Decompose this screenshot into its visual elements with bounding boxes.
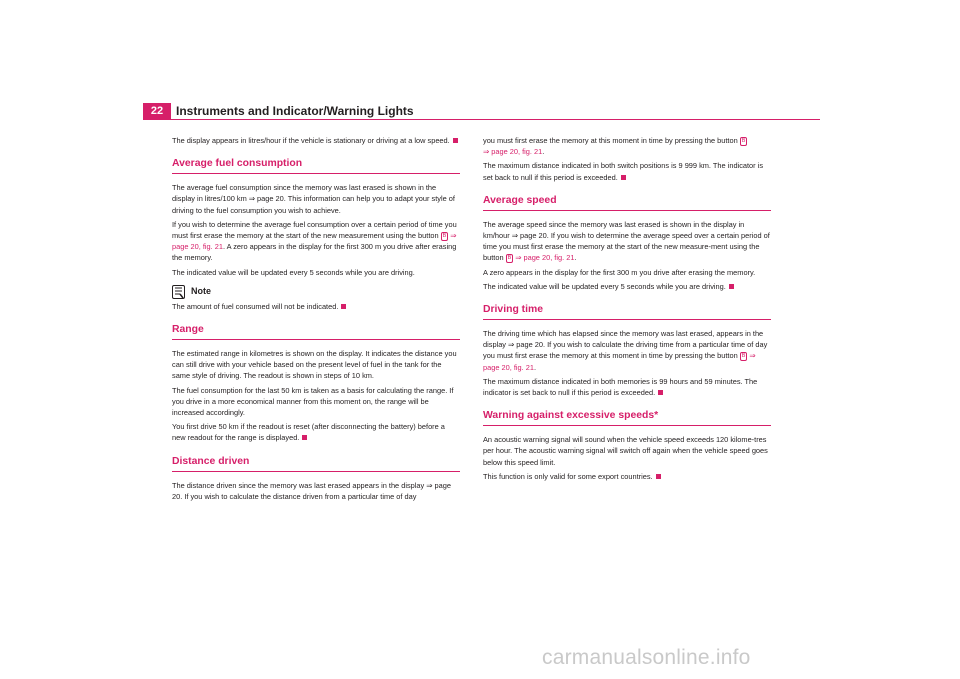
paragraph: If you wish to determine the average fuel consumption over a certain period of time you must first erase the memory at the start of the new measurement using the button B ⇒ page 20, fig. 21. A zero appears in the display for the first 300 m you drive after erasing the memory. xyxy=(172,219,457,263)
paragraph: An acoustic warning signal will sound when the vehicle speed exceeds 120 kilome-tres per hour. The acoustic warning signal will switch off again when the vehicle speed goes below this speed limit. xyxy=(483,435,768,467)
page-reference-link[interactable]: ⇒ page 20, fig. 21 xyxy=(483,351,756,372)
paragraph: The distance driven since the memory was last erased appears in the display ⇒ page 20. If you wish to calculate the distance driven from a particular time of day xyxy=(172,480,451,501)
paragraph: The average fuel consumption since the memory was last erased is shown in the display in litres/100 km ⇒ page 20. This information can help you to adapt your style of driving to the fuel consumption you wish to achieve. xyxy=(172,183,455,215)
paragraph: The maximum distance indicated in both switch positions is 9 999 km. The indicator is set back to null if this period is exceeded. xyxy=(483,161,764,182)
paragraph: The average speed since the memory was last erased is shown in the display in km/hour ⇒ page 20. If you wish to determine the average speed over a certain period of time you must first erase the memory at the start of the new measure-ment using the button B ⇒ page 20, fig. 21. xyxy=(483,219,770,263)
heading-distance-driven: Distance driven xyxy=(172,455,460,472)
paragraph: The driving time which has elapsed since the memory was last erased, appears in the display ⇒ page 20. If you wish to calculate the driving time from a particular time of day you must first erase the memory at this moment in time by pressing the button B ⇒ page 20, fig. 21. xyxy=(483,329,768,372)
intro-paragraph: The display appears in litres/hour if the vehicle is stationary or driving at a low speed. xyxy=(172,135,460,146)
note-text: The amount of fuel consumed will not be indicated. xyxy=(172,301,460,312)
heading-warning-excessive-speeds: Warning against excessive speeds* xyxy=(483,409,771,426)
note-header xyxy=(172,285,460,299)
heading-average-fuel-consumption: Average fuel consumption xyxy=(172,157,460,174)
right-column xyxy=(483,135,771,485)
heading-average-speed: Average speed xyxy=(483,194,771,211)
button-b-badge: B xyxy=(741,138,746,144)
heading-range: Range xyxy=(172,323,460,340)
paragraph: You first drive 50 km if the readout is reset (after disconnecting the battery) before a new readout for the range is displayed. xyxy=(172,422,445,443)
section-end-marker xyxy=(621,175,626,180)
heading-driving-time: Driving time xyxy=(483,303,771,320)
page-number: 22 xyxy=(143,103,171,119)
paragraph: The maximum distance indicated in both memories is 99 hours and 59 minutes. The indicator is set back to null if this period is exceeded. xyxy=(483,376,758,398)
paragraph: The fuel consumption for the last 50 km is taken as a basis for calculating the range. If you drive in a more economical manner from this moment on, the range will be increased accordingly. xyxy=(172,385,454,418)
note-title: Note xyxy=(191,286,211,297)
header-rule xyxy=(143,119,820,120)
section-end-marker xyxy=(453,138,458,143)
button-b-badge: B xyxy=(442,233,447,240)
button-b-badge: B xyxy=(741,353,746,360)
note-icon xyxy=(172,285,185,299)
section-end-marker xyxy=(341,304,346,309)
paragraph: The indicated value will be updated every 5 seconds while you are driving. xyxy=(483,281,771,292)
left-column xyxy=(172,135,460,505)
paragraph: The indicated value will be updated every 5 seconds while you are driving. xyxy=(172,267,415,277)
watermark: carmanualsonline.info xyxy=(542,646,751,669)
paragraph: you must first erase the memory at this moment in time by pressing the button B ⇒ page 20, fig. 21. xyxy=(483,136,746,157)
section-end-marker xyxy=(729,284,734,289)
page-header xyxy=(143,103,820,119)
section-end-marker xyxy=(302,435,307,440)
page-title: Instruments and Indicator/Warning Lights xyxy=(176,104,414,118)
paragraph: The estimated range in kilometres is shown on the display. It indicates the distance you can still drive with your vehicle based on the present level of fuel in the tank for the same style of driving. The readout is shown in steps of 10 km. xyxy=(172,349,457,381)
paragraph: This function is only valid for some export countries. xyxy=(483,471,771,482)
page-reference-link[interactable]: ⇒ page 20, fig. 21 xyxy=(483,147,543,157)
section-end-marker xyxy=(658,390,663,395)
page-reference-link[interactable]: ⇒ page 20, fig. 21 xyxy=(515,253,575,263)
page-reference-link[interactable]: ⇒ page 20, fig. 21 xyxy=(172,231,457,252)
section-end-marker xyxy=(656,474,661,479)
paragraph: A zero appears in the display for the first 300 m you drive after erasing the memory. xyxy=(483,267,756,277)
button-b-badge: B xyxy=(507,255,512,262)
